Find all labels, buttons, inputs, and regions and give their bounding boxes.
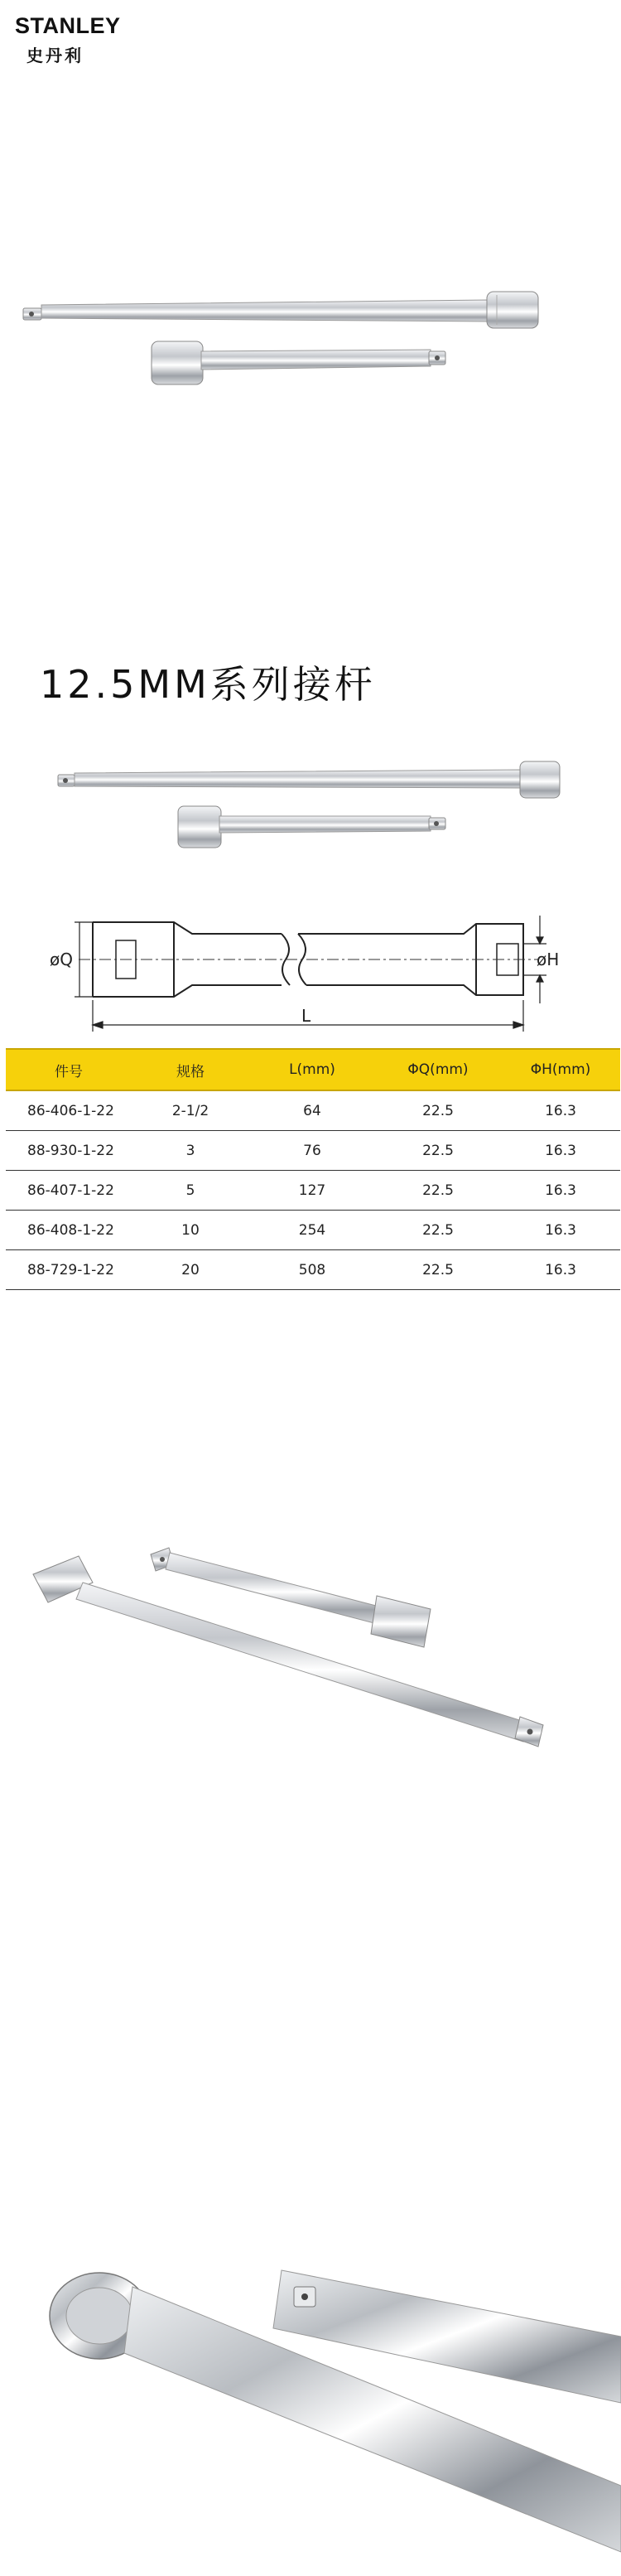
extension-bar-short-2: [178, 806, 445, 848]
cell-length: 64: [249, 1090, 375, 1131]
section-title: 12.5MM系列接杆: [40, 662, 376, 707]
technical-drawing: [0, 899, 621, 1036]
cell-h: 16.3: [501, 1090, 620, 1131]
product-photo-closeup: [0, 2237, 621, 2576]
cell-h: 16.3: [501, 1250, 620, 1290]
cell-length: 508: [249, 1250, 375, 1290]
spec-table: [6, 1048, 620, 1290]
product-photo-hero: [0, 249, 621, 414]
extension-bar-short: [152, 341, 445, 384]
cell-part-number: 88-729-1-22: [6, 1250, 132, 1290]
dimension-label-h: øH: [537, 950, 560, 969]
spec-table-header-row: [6, 1049, 620, 1090]
cell-length: 76: [249, 1131, 375, 1171]
cell-q: 22.5: [375, 1211, 501, 1250]
cell-part-number: 86-406-1-22: [6, 1090, 132, 1131]
cell-h: 16.3: [501, 1211, 620, 1250]
cell-part-number: 86-407-1-22: [6, 1171, 132, 1211]
product-photo-angled: [0, 1533, 621, 1781]
table-row: [6, 1171, 620, 1211]
cell-h: 16.3: [501, 1171, 620, 1211]
cell-part-number: 86-408-1-22: [6, 1211, 132, 1250]
table-row: [6, 1250, 620, 1290]
cell-size: 3: [132, 1131, 249, 1171]
cell-q: 22.5: [375, 1131, 501, 1171]
product-photo-secondary: [0, 750, 621, 874]
table-row: [6, 1211, 620, 1250]
brand-name-cn: 史丹利: [26, 46, 84, 65]
cell-size: 5: [132, 1171, 249, 1211]
cell-size: 10: [132, 1211, 249, 1250]
col-header-size: 规格: [132, 1049, 249, 1090]
table-row: [6, 1131, 620, 1171]
brand-logo: [15, 15, 121, 66]
dimension-label-q: øQ: [50, 950, 73, 969]
cell-h: 16.3: [501, 1131, 620, 1171]
cell-length: 254: [249, 1211, 375, 1250]
col-header-length: L(mm): [249, 1049, 375, 1090]
table-row: [6, 1090, 620, 1131]
col-header-part-number: 件号: [6, 1049, 132, 1090]
extension-bar-long-2: [58, 761, 560, 798]
col-header-q: ΦQ(mm): [375, 1049, 501, 1090]
cell-q: 22.5: [375, 1250, 501, 1290]
cell-part-number: 88-930-1-22: [6, 1131, 132, 1171]
extension-bar-long: [23, 292, 538, 328]
dimension-label-l: L: [301, 1006, 311, 1026]
cell-q: 22.5: [375, 1171, 501, 1211]
cell-q: 22.5: [375, 1090, 501, 1131]
cell-size: 20: [132, 1250, 249, 1290]
brand-name-en: STANLEY: [15, 13, 121, 38]
cell-size: 2-1/2: [132, 1090, 249, 1131]
col-header-h: ΦH(mm): [501, 1049, 620, 1090]
cell-length: 127: [249, 1171, 375, 1211]
